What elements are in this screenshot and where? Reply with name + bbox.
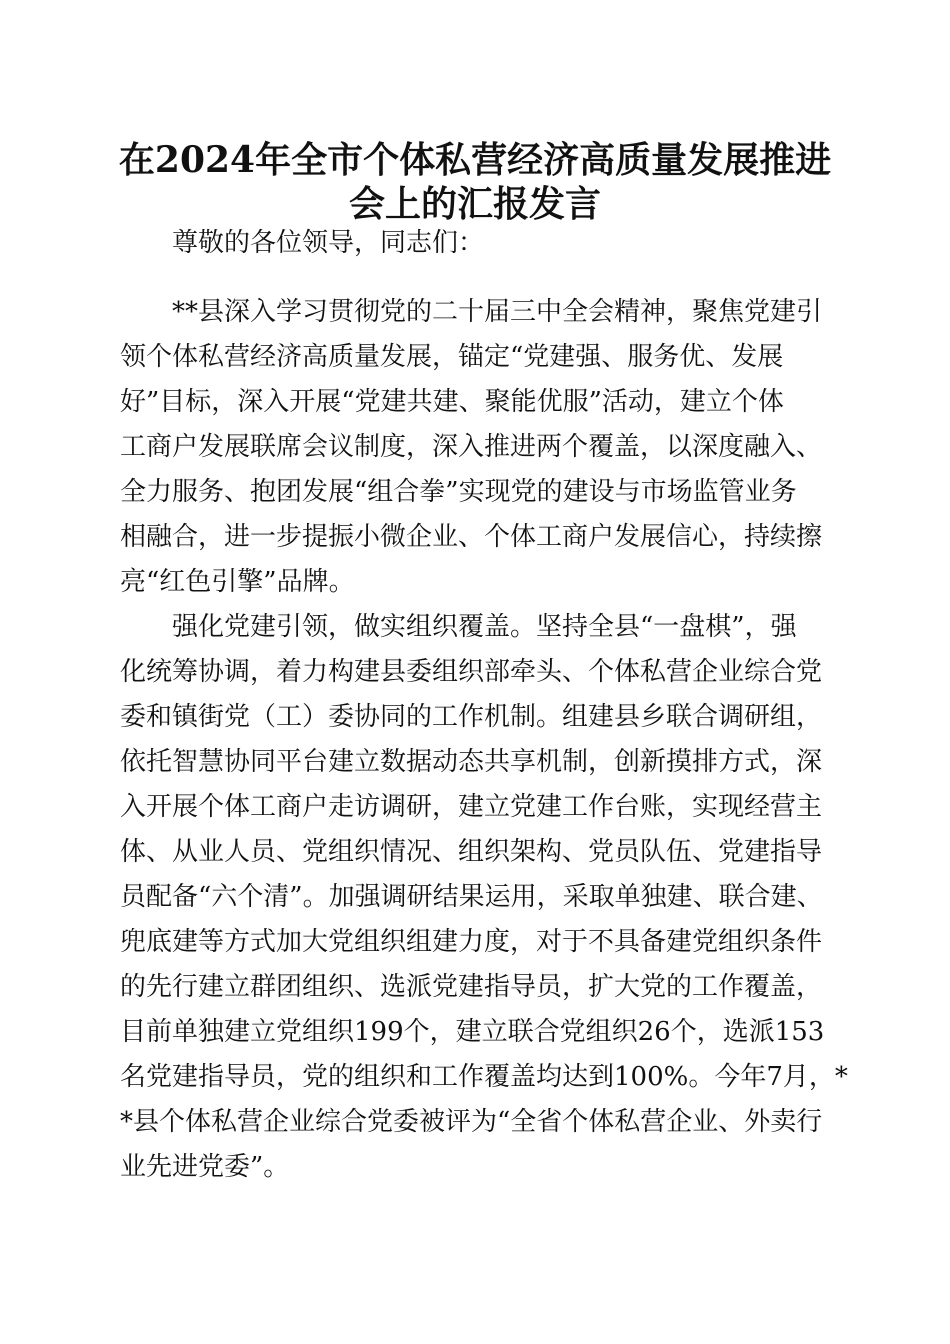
body-line: 依托智慧协同平台建立数据动态共享机制，创新摸排方式，深 — [120, 747, 823, 777]
body-line: 化统筹协调，着力构建县委组织部牵头、个体私营企业综合党 — [120, 657, 823, 687]
body-line: 领个体私营经济高质量发展，锚定“党建强、服务优、发展 — [120, 342, 784, 372]
body-line: 目前单独建立党组织199个，建立联合党组织26个，选派153 — [120, 1017, 825, 1047]
body-line: 工商户发展联席会议制度，深入推进两个覆盖，以深度融入、 — [120, 432, 823, 462]
title-line-1: 在2024年全市个体私营经济高质量发展推进 — [118, 139, 832, 181]
body-line: *县个体私营企业综合党委被评为“全省个体私营企业、外卖行 — [120, 1107, 823, 1137]
body-line: 兜底建等方式加大党组织组建力度，对于不具备建党组织条件 — [120, 927, 823, 957]
body-line: 业先进党委”。 — [120, 1152, 290, 1182]
title-line-2: 会上的汇报发言 — [348, 183, 601, 225]
body-line: 全力服务、抱团发展“组合拳”实现党的建设与市场监管业务 — [120, 477, 797, 507]
body-line: **县深入学习贯彻党的二十届三中全会精神，聚焦党建引 — [172, 297, 823, 327]
body-line: 员配备“六个清”。加强调研结果运用，采取单独建、联合建、 — [120, 882, 823, 912]
body-line: 入开展个体工商户走访调研，建立党建工作台账，实现经营主 — [120, 792, 823, 822]
body-line: 体、从业人员、党组织情况、组织架构、党员队伍、党建指导 — [120, 837, 823, 867]
body-line: 名党建指导员，党的组织和工作覆盖均达到100%。今年7月，* — [120, 1062, 848, 1092]
body-line: 委和镇街党（工）委协同的工作机制。组建县乡联合调研组， — [120, 702, 823, 732]
body-line: 亮“红色引擎”品牌。 — [120, 567, 355, 597]
body-line: 相融合，进一步提振小微企业、个体工商户发展信心，持续擦 — [120, 522, 823, 552]
salutation: 尊敬的各位领导，同志们： — [172, 228, 485, 258]
body-line: 好”目标，深入开展“党建共建、聚能优服”活动，建立个体 — [120, 387, 784, 417]
document-title — [110, 138, 840, 226]
body-line: 的先行建立群团组织、选派党建指导员，扩大党的工作覆盖， — [120, 972, 823, 1002]
body-line: 强化党建引领，做实组织覆盖。坚持全县“一盘棋”，强 — [172, 612, 797, 642]
